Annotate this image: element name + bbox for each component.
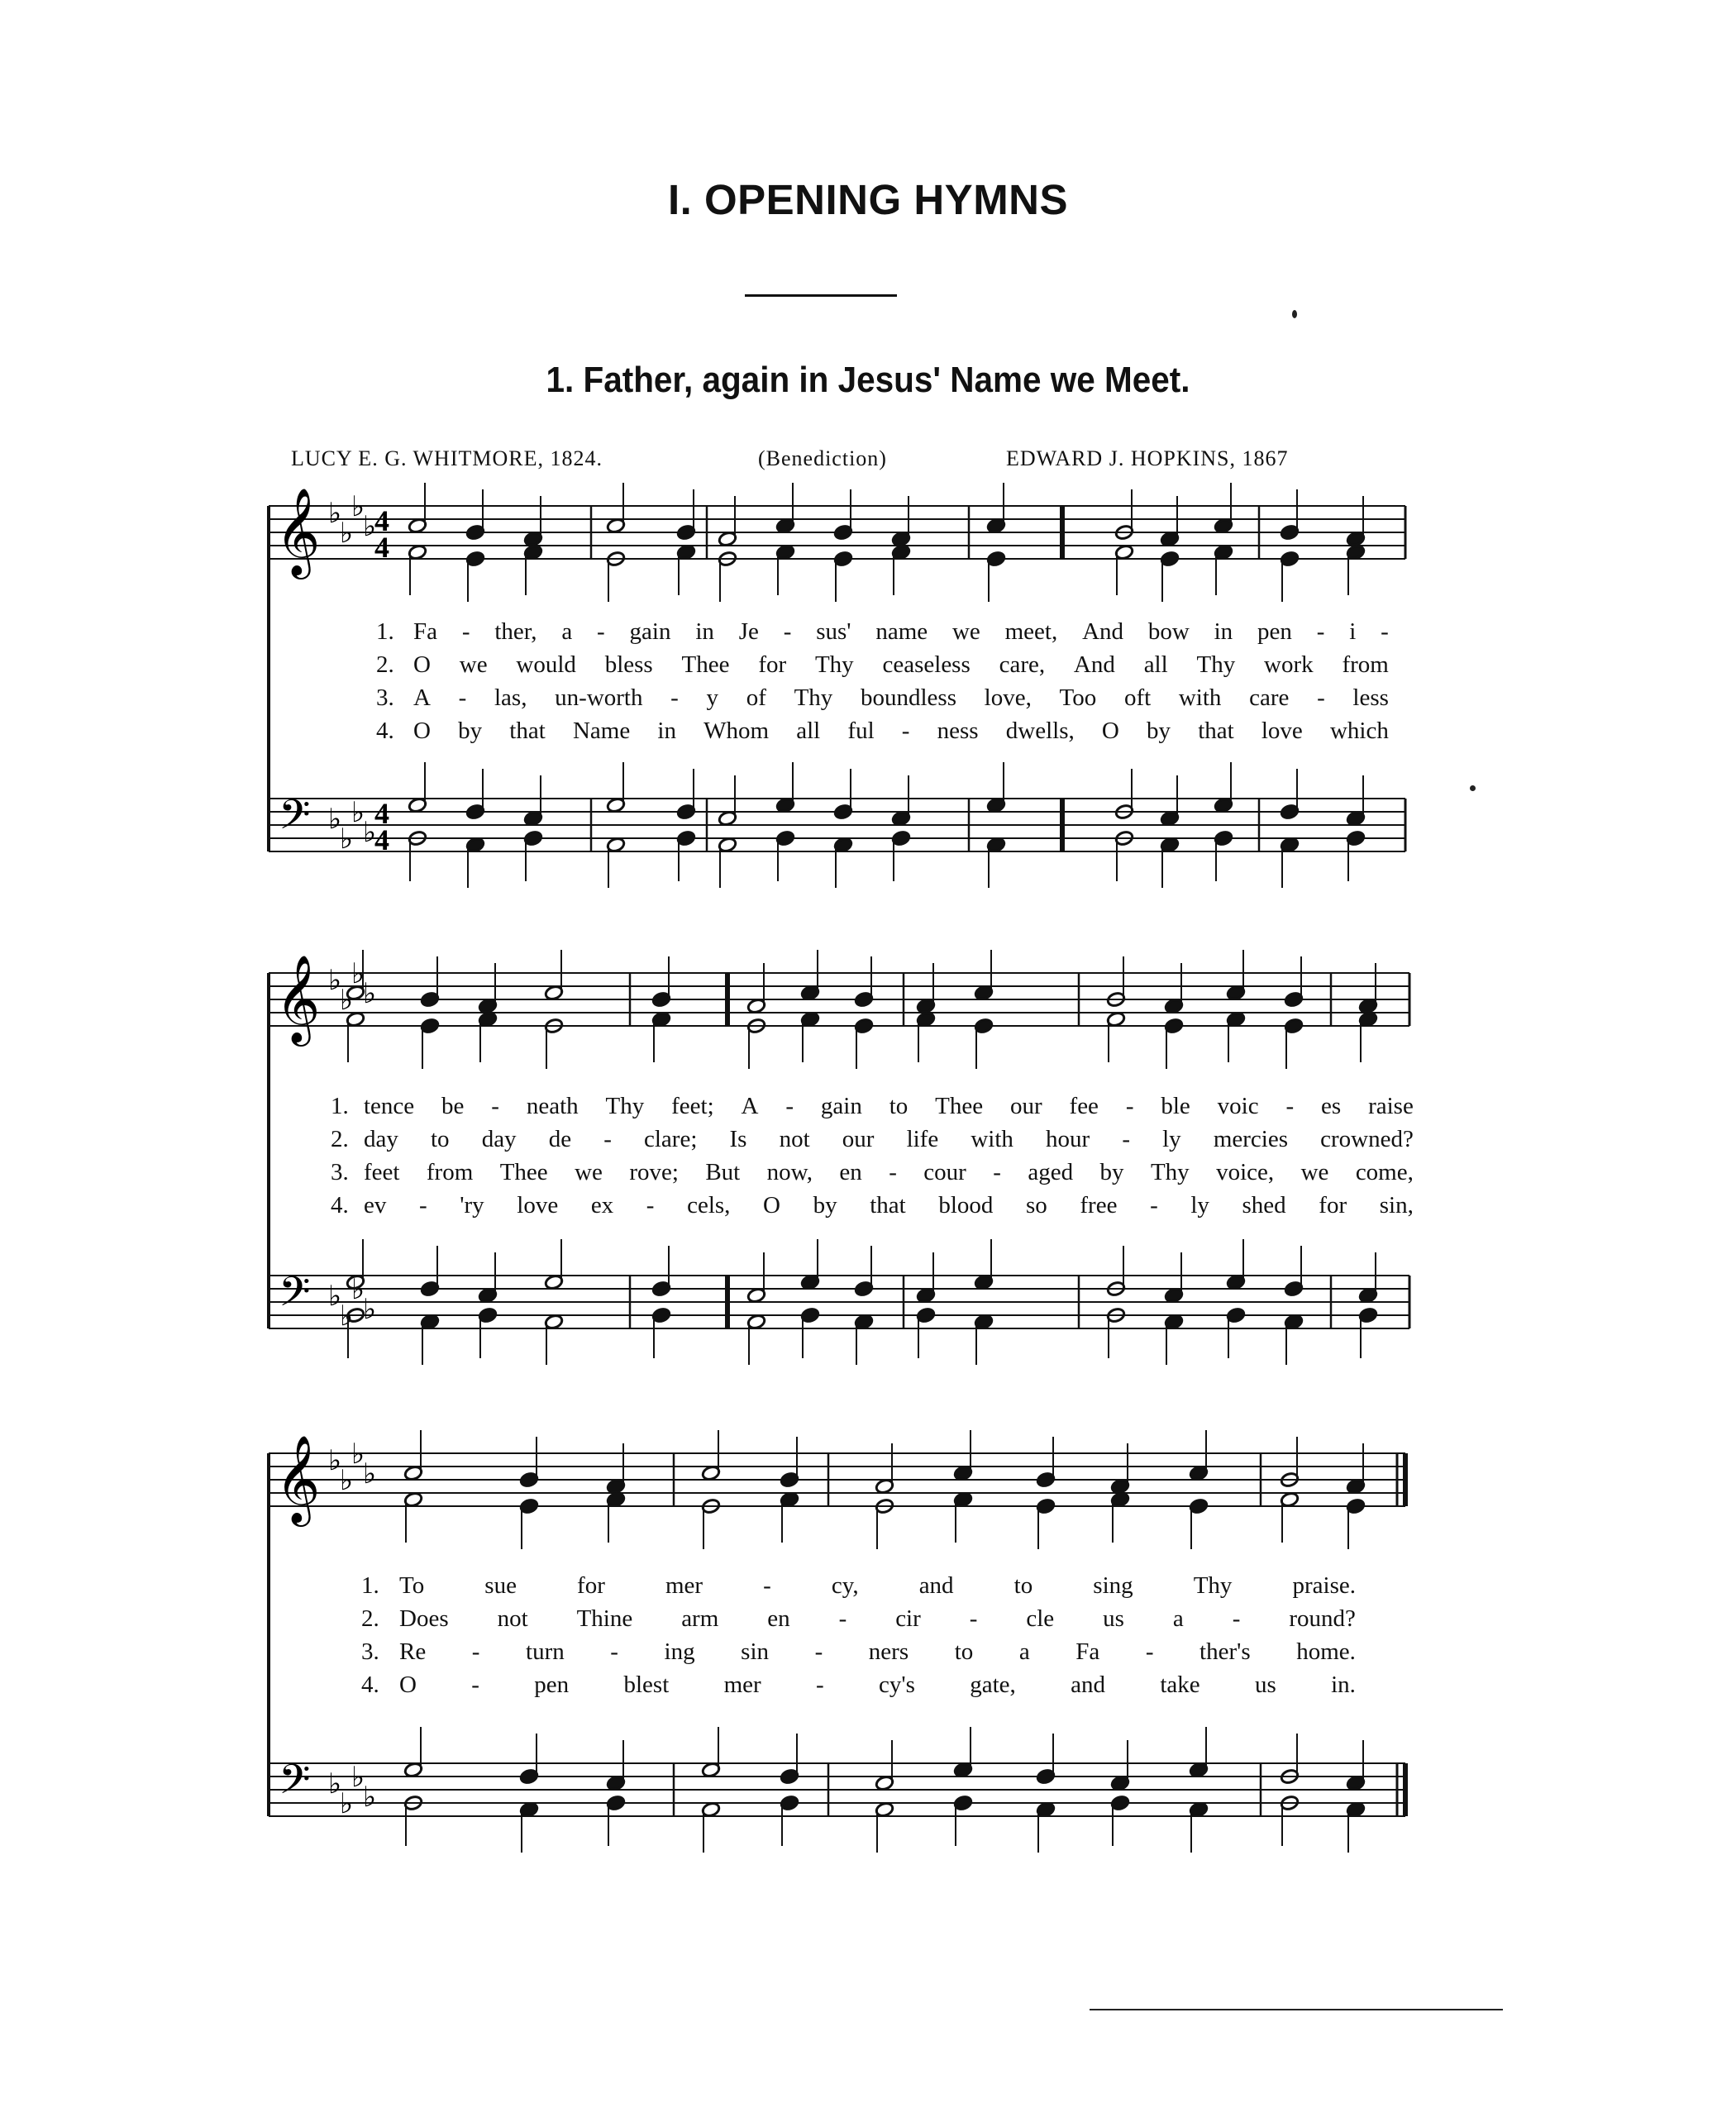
- lyric-syllable: name: [875, 618, 928, 645]
- lyric-syllable: sin: [741, 1638, 769, 1665]
- time-signature: 4: [374, 504, 389, 537]
- lyric-syllable: in: [657, 718, 676, 744]
- lyric-syllable: ing: [664, 1638, 695, 1665]
- lyric-syllable: mer: [723, 1672, 761, 1698]
- lyric-syllable: free: [1080, 1192, 1118, 1219]
- verse-line: [413, 651, 1389, 679]
- lyric-syllable: crowned?: [1320, 1126, 1414, 1152]
- lyric-syllable: -: [458, 684, 467, 711]
- lyric-syllable: -: [1232, 1605, 1241, 1632]
- lyric-syllable: -: [1316, 618, 1325, 645]
- lyric-syllable: Thy: [1193, 1572, 1233, 1599]
- lyric-syllable: boundless: [860, 684, 956, 711]
- lyric-syllable: would: [516, 651, 576, 678]
- lyric-syllable: that: [870, 1192, 906, 1219]
- lyric-syllable: -: [783, 618, 792, 645]
- verse-number: 3.: [331, 1159, 349, 1185]
- lyric-syllable: Fa: [413, 618, 437, 645]
- lyric-syllable: -: [1125, 1093, 1134, 1119]
- lyric-syllable: O: [1101, 718, 1119, 744]
- lyric-syllable: gate,: [970, 1672, 1016, 1698]
- lyric-syllable: care: [1249, 684, 1290, 711]
- lyric-syllable: from: [1342, 651, 1389, 678]
- lyric-syllable: hour: [1046, 1126, 1090, 1152]
- time-signature: 4: [374, 823, 389, 856]
- lyric-syllable: love: [517, 1192, 559, 1219]
- lyric-syllable: us: [1254, 1672, 1276, 1698]
- lyric-syllable: To: [399, 1572, 425, 1599]
- lyric-syllable: voice,: [1216, 1159, 1275, 1185]
- flat-sign: ♭: [328, 1444, 342, 1477]
- page-edge-line: [1090, 2009, 1503, 2010]
- lyric-syllable: with: [971, 1126, 1013, 1152]
- lyric-syllable: in.: [1331, 1672, 1356, 1698]
- hymn-composer: EDWARD J. HOPKINS, 1867: [1006, 446, 1289, 470]
- lyric-syllable: which: [1329, 718, 1389, 744]
- lyric-syllable: ev: [364, 1192, 387, 1219]
- lyric-syllable: ful: [847, 718, 875, 744]
- verse-number: 2.: [331, 1126, 349, 1152]
- lyric-syllable: sue: [484, 1572, 517, 1599]
- lyric-syllable: -: [763, 1572, 771, 1599]
- verse-line: [399, 1638, 1356, 1666]
- verse-line: [399, 1572, 1356, 1600]
- lyric-syllable: en: [839, 1159, 862, 1185]
- lyric-syllable: ly: [1162, 1126, 1181, 1152]
- lyric-syllable: neath: [526, 1093, 579, 1119]
- lyric-syllable: sus': [816, 618, 851, 645]
- verse-line: [364, 1159, 1414, 1186]
- lyric-syllable: Re: [399, 1638, 427, 1665]
- flat-sign: ♭: [351, 1273, 365, 1306]
- flat-sign: ♭: [351, 1438, 365, 1471]
- treble-clef: 𝄞: [275, 487, 321, 575]
- lyric-syllable: de: [548, 1126, 572, 1152]
- lyric-syllable: Thy: [1150, 1159, 1190, 1185]
- lyric-syllable: Thee: [935, 1093, 984, 1119]
- lyric-syllable: praise.: [1292, 1572, 1356, 1599]
- lyric-syllable: that: [1198, 718, 1234, 744]
- lyric-syllable: us: [1103, 1605, 1124, 1632]
- lyric-syllable: by: [1099, 1159, 1124, 1185]
- treble-clef: 𝄞: [275, 954, 321, 1042]
- lyric-syllable: for: [758, 651, 787, 678]
- lyric-syllable: to: [1013, 1572, 1033, 1599]
- lyric-syllable: day: [481, 1126, 517, 1152]
- lyric-syllable: i: [1349, 618, 1357, 645]
- lyric-syllable: y: [706, 684, 719, 711]
- lyric-syllable: home.: [1296, 1638, 1356, 1665]
- lyric-syllable: for: [577, 1572, 605, 1599]
- lyric-syllable: -: [597, 618, 605, 645]
- lyric-syllable: las,: [494, 684, 527, 711]
- lyric-syllable: a: [1018, 1638, 1030, 1665]
- lyric-syllable: to: [889, 1093, 909, 1119]
- flat-sign: ♭: [351, 490, 365, 523]
- lyric-syllable: -: [461, 618, 470, 645]
- lyric-syllable: life: [906, 1126, 939, 1152]
- flat-sign: ♭: [328, 803, 342, 836]
- lyric-syllable: by: [813, 1192, 837, 1219]
- lyric-syllable: Thee: [681, 651, 730, 678]
- lyric-syllable: gain: [820, 1093, 862, 1119]
- lyric-syllable: -: [1317, 684, 1325, 711]
- flat-sign: ♭: [340, 1300, 354, 1333]
- lyric-syllable: ex: [590, 1192, 614, 1219]
- verse-number: 3.: [376, 684, 394, 711]
- bass-clef: 𝄢: [279, 1756, 311, 1814]
- lyric-syllable: to: [431, 1126, 450, 1152]
- flat-sign: ♭: [363, 977, 377, 1010]
- lyric-syllable: -: [889, 1159, 897, 1185]
- flat-sign: ♭: [328, 1767, 342, 1800]
- flat-sign: ♭: [328, 1280, 342, 1313]
- lyric-syllable: A: [413, 684, 431, 711]
- lyric-syllable: less: [1352, 684, 1389, 711]
- lyric-syllable: now,: [766, 1159, 813, 1185]
- lyric-syllable: work: [1264, 651, 1314, 678]
- lyric-syllable: cour: [923, 1159, 966, 1185]
- lyric-syllable: bless: [604, 651, 653, 678]
- lyric-syllable: Thy: [605, 1093, 645, 1119]
- lyric-syllable: and: [918, 1572, 954, 1599]
- lyric-syllable: take: [1160, 1672, 1200, 1698]
- flat-sign: ♭: [363, 1293, 377, 1326]
- lyric-syllable: -: [1150, 1192, 1158, 1219]
- lyric-syllable: en: [767, 1605, 790, 1632]
- verse-line: [364, 1093, 1414, 1120]
- lyric-syllable: O: [763, 1192, 780, 1219]
- lyric-syllable: ness: [937, 718, 979, 744]
- lyric-syllable: sing: [1093, 1572, 1133, 1599]
- lyric-syllable: Too: [1059, 684, 1097, 711]
- lyric-syllable: -: [969, 1605, 978, 1632]
- flat-sign: ♭: [351, 1761, 365, 1794]
- flat-sign: ♭: [351, 796, 365, 829]
- lyric-syllable: come,: [1355, 1159, 1414, 1185]
- lyric-syllable: sin,: [1379, 1192, 1414, 1219]
- lyric-syllable: meet,: [1004, 618, 1058, 645]
- verse-number: 1.: [376, 618, 394, 645]
- lyric-syllable: bow: [1147, 618, 1190, 645]
- lyric-syllable: Thy: [1196, 651, 1236, 678]
- lyric-syllable: cle: [1026, 1605, 1055, 1632]
- lyric-syllable: raise: [1368, 1093, 1414, 1119]
- lyric-syllable: oft: [1123, 684, 1152, 711]
- lyric-syllable: Thee: [499, 1159, 548, 1185]
- lyric-syllable: ther,: [494, 618, 537, 645]
- lyric-syllable: a: [561, 618, 573, 645]
- lyric-syllable: gain: [629, 618, 671, 645]
- lyric-syllable: -: [816, 1672, 824, 1698]
- verse-line: [364, 1126, 1414, 1153]
- lyric-syllable: be: [441, 1093, 465, 1119]
- lyric-syllable: aged: [1028, 1159, 1074, 1185]
- lyric-syllable: so: [1025, 1192, 1047, 1219]
- lyric-syllable: -: [993, 1159, 1001, 1185]
- lyric-syllable: un-worth: [555, 684, 643, 711]
- lyric-syllable: that: [509, 718, 546, 744]
- verse-number: 2.: [376, 651, 394, 678]
- flat-sign: ♭: [340, 984, 354, 1017]
- lyric-syllable: love: [1261, 718, 1303, 744]
- verse-number: 4.: [376, 718, 394, 744]
- lyric-syllable: pen: [534, 1672, 570, 1698]
- lyric-syllable: -: [901, 718, 910, 744]
- lyric-syllable: not: [779, 1126, 810, 1152]
- lyric-syllable: all: [796, 718, 821, 744]
- lyric-syllable: dwells,: [1005, 718, 1075, 744]
- lyric-syllable: But: [705, 1159, 741, 1185]
- lyric-syllable: tence: [364, 1093, 415, 1119]
- flat-sign: ♭: [363, 510, 377, 543]
- lyric-syllable: ceaseless: [882, 651, 971, 678]
- time-signature: 4: [374, 531, 389, 564]
- section-title: I. OPENING HYMNS: [667, 176, 1069, 223]
- lyric-syllable: -: [1381, 618, 1389, 645]
- lyric-syllable: a: [1172, 1605, 1184, 1632]
- time-signature: 4: [374, 797, 389, 830]
- lyric-syllable: for: [1319, 1192, 1347, 1219]
- lyric-syllable: es: [1321, 1093, 1342, 1119]
- verse-number: 4.: [331, 1192, 349, 1219]
- lyric-syllable: of: [746, 684, 766, 711]
- lyric-syllable: ble: [1161, 1093, 1190, 1119]
- lyric-syllable: O: [413, 718, 431, 744]
- lyric-syllable: Does: [399, 1605, 449, 1632]
- lyric-syllable: -: [1285, 1093, 1295, 1119]
- lyric-syllable: Is: [729, 1126, 747, 1152]
- lyric-syllable: cir: [895, 1605, 921, 1632]
- lyric-syllable: Je: [738, 618, 759, 645]
- flat-sign: ♭: [363, 1457, 377, 1490]
- lyric-syllable: cy's: [879, 1672, 915, 1698]
- lyric-syllable: our: [842, 1126, 875, 1152]
- verse-number: 1.: [331, 1093, 349, 1119]
- verse-line: [364, 1192, 1414, 1219]
- lyric-syllable: -: [646, 1192, 655, 1219]
- hymn-author: LUCY E. G. WHITMORE, 1824.: [291, 446, 603, 470]
- flat-sign: ♭: [340, 1464, 354, 1497]
- lyric-syllable: by: [1147, 718, 1171, 744]
- lyric-syllable: -: [610, 1638, 618, 1665]
- flat-sign: ♭: [363, 1781, 377, 1814]
- flat-sign: ♭: [340, 823, 354, 856]
- lyric-syllable: from: [426, 1159, 474, 1185]
- lyric-syllable: A: [741, 1093, 759, 1119]
- page-speck: [1470, 785, 1476, 791]
- lyric-syllable: -: [491, 1093, 499, 1119]
- lyric-syllable: -: [418, 1192, 427, 1219]
- lyric-syllable: Thy: [794, 684, 833, 711]
- verse-line: [413, 684, 1389, 712]
- lyric-syllable: clare;: [643, 1126, 698, 1152]
- lyric-syllable: -: [471, 1638, 480, 1665]
- lyric-syllable: ly: [1190, 1192, 1209, 1219]
- lyric-syllable: feet: [364, 1159, 400, 1185]
- lyric-syllable: ners: [868, 1638, 909, 1665]
- lyric-syllable: O: [413, 651, 431, 678]
- lyric-syllable: -: [603, 1126, 612, 1152]
- lyric-syllable: and: [1071, 1672, 1105, 1698]
- lyric-syllable: Fa: [1075, 1638, 1100, 1665]
- lyric-syllable: with: [1178, 684, 1222, 711]
- lyric-syllable: turn: [526, 1638, 565, 1665]
- lyric-syllable: our: [1009, 1093, 1042, 1119]
- lyric-syllable: to: [954, 1638, 974, 1665]
- lyric-syllable: we: [575, 1159, 603, 1185]
- lyric-syllable: day: [364, 1126, 398, 1152]
- lyric-syllable: cy,: [831, 1572, 859, 1599]
- lyric-syllable: Thine: [576, 1605, 633, 1632]
- flat-sign: ♭: [328, 497, 342, 530]
- lyric-syllable: Name: [572, 718, 631, 744]
- verse-number: 1.: [361, 1572, 379, 1599]
- verse-line: [399, 1672, 1356, 1699]
- lyric-syllable: O: [399, 1672, 417, 1698]
- lyric-syllable: Thy: [814, 651, 854, 678]
- treble-clef: 𝄞: [275, 1434, 321, 1523]
- lyric-syllable: care,: [999, 651, 1046, 678]
- lyric-syllable: blest: [623, 1672, 670, 1698]
- lyric-syllable: ther's: [1199, 1638, 1251, 1665]
- lyric-syllable: mercies: [1213, 1126, 1288, 1152]
- flat-sign: ♭: [340, 517, 354, 550]
- lyric-syllable: -: [1122, 1126, 1130, 1152]
- lyric-syllable: not: [497, 1605, 528, 1632]
- lyric-syllable: arm: [681, 1605, 719, 1632]
- bass-clef: 𝄢: [279, 791, 311, 849]
- page-speck: [1292, 310, 1297, 318]
- lyric-syllable: blood: [938, 1192, 994, 1219]
- lyric-syllable: feet;: [671, 1093, 714, 1119]
- verse-number: 2.: [361, 1605, 379, 1632]
- lyric-syllable: Whom: [703, 718, 770, 744]
- lyric-syllable: cels,: [687, 1192, 731, 1219]
- lyric-syllable: -: [838, 1605, 847, 1632]
- lyric-syllable: And: [1082, 618, 1124, 645]
- lyric-syllable: in: [1214, 618, 1233, 645]
- lyric-syllable: pen: [1257, 618, 1292, 645]
- flat-sign: ♭: [363, 816, 377, 849]
- lyric-syllable: shed: [1242, 1192, 1286, 1219]
- flat-sign: ♭: [328, 964, 342, 997]
- verse-line: [413, 718, 1389, 745]
- verse-line: [399, 1605, 1356, 1633]
- lyric-syllable: mer: [665, 1572, 703, 1599]
- lyric-syllable: -: [1145, 1638, 1154, 1665]
- lyric-syllable: we: [459, 651, 488, 678]
- lyric-syllable: in: [695, 618, 714, 645]
- flat-sign: ♭: [351, 957, 365, 990]
- lyric-syllable: all: [1143, 651, 1168, 678]
- bass-clef: 𝄢: [279, 1268, 311, 1326]
- lyric-syllable: 'ry: [460, 1192, 484, 1219]
- lyric-syllable: we: [951, 618, 980, 645]
- lyric-syllable: -: [785, 1093, 794, 1119]
- lyric-syllable: And: [1073, 651, 1115, 678]
- hymn-tune-name: (Benediction): [758, 446, 887, 470]
- lyric-syllable: -: [814, 1638, 823, 1665]
- verse-number: 3.: [361, 1638, 379, 1665]
- lyric-syllable: round?: [1289, 1605, 1356, 1632]
- lyric-syllable: we: [1300, 1159, 1329, 1185]
- lyric-syllable: rove;: [629, 1159, 679, 1185]
- hymn-title: 1. Father, again in Jesus' Name we Meet.: [546, 360, 1190, 400]
- lyric-syllable: voic: [1217, 1093, 1259, 1119]
- lyric-syllable: -: [471, 1672, 479, 1698]
- lyric-syllable: love,: [984, 684, 1032, 711]
- flat-sign: ♭: [340, 1787, 354, 1820]
- lyric-syllable: by: [458, 718, 483, 744]
- verse-line: [413, 618, 1389, 646]
- verse-number: 4.: [361, 1672, 379, 1698]
- lyric-syllable: fee: [1069, 1093, 1099, 1119]
- lyric-syllable: -: [670, 684, 679, 711]
